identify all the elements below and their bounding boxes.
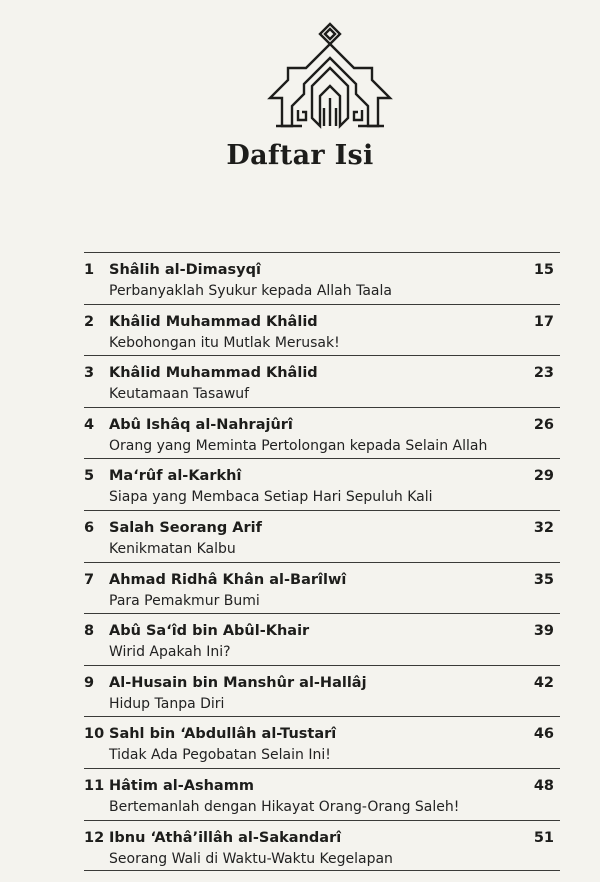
entry-subtitle: Keutamaan Tasawuf <box>109 386 250 403</box>
entry-number: 11 <box>84 777 105 794</box>
entry-page: 29 <box>533 468 554 485</box>
toc-list <box>84 252 560 871</box>
entry-name: Sahl bin ‘Abdullâh al-Tustarî <box>109 726 337 743</box>
entry-number: 12 <box>84 829 105 846</box>
entry-page: 42 <box>533 674 554 691</box>
entry-name: Ma‘rûf al-Karkhî <box>109 468 242 485</box>
entry-page: 35 <box>533 571 554 588</box>
toc-entry <box>84 613 560 665</box>
entry-subtitle: Para Pemakmur Bumi <box>109 592 260 609</box>
toc-entry <box>84 355 560 407</box>
toc-entry <box>84 407 560 459</box>
entry-number: 4 <box>84 416 95 433</box>
entry-page: 23 <box>533 365 554 382</box>
entry-name: Salah Seorang Arif <box>109 519 262 536</box>
entry-number: 10 <box>84 726 105 743</box>
entry-page: 32 <box>533 519 554 536</box>
entry-number: 9 <box>84 674 95 691</box>
entry-page: 15 <box>533 262 554 278</box>
entry-subtitle: Hidup Tanpa Diri <box>109 695 225 712</box>
entry-subtitle: Seorang Wali di Waktu-Waktu Kegelapan <box>109 850 393 867</box>
toc-entry <box>84 458 560 510</box>
entry-page: 17 <box>533 313 554 330</box>
entry-name: Abû Ishâq al-Nahrajûrî <box>109 416 293 433</box>
entry-subtitle: Tidak Ada Pegobatan Selain Ini! <box>109 747 331 764</box>
entry-number: 1 <box>84 262 95 278</box>
entry-name: Khâlid Muhammad Khâlid <box>109 365 318 382</box>
toc-entry <box>84 510 560 562</box>
entry-subtitle: Orang yang Meminta Pertolongan kepada Selain Allah <box>109 437 488 454</box>
entry-number: 7 <box>84 571 95 588</box>
entry-subtitle: Wirid Apakah Ini? <box>109 644 231 661</box>
entry-name: Ahmad Ridhâ Khân al-Barîlwî <box>109 571 347 588</box>
entry-page: 46 <box>533 726 554 743</box>
toc-entry <box>84 820 560 872</box>
entry-name: Hâtim al-Ashamm <box>109 777 254 794</box>
entry-page: 51 <box>533 829 554 846</box>
toc-entry <box>84 304 560 356</box>
entry-subtitle: Kebohongan itu Mutlak Merusak! <box>109 334 340 351</box>
toc-entry <box>84 768 560 820</box>
entry-name: Ibnu ‘Athâ’illâh al-Sakandarî <box>109 829 342 846</box>
entry-subtitle: Siapa yang Membaca Setiap Hari Sepuluh Kali <box>109 489 433 506</box>
entry-number: 6 <box>84 519 95 536</box>
entry-number: 8 <box>84 623 95 640</box>
toc-entry <box>84 252 560 304</box>
ornament-icon <box>262 22 398 130</box>
toc-entry <box>84 665 560 717</box>
page-title: Daftar Isi <box>226 140 374 171</box>
entry-name: Khâlid Muhammad Khâlid <box>109 313 318 330</box>
entry-page: 26 <box>533 416 554 433</box>
entry-name: Abû Sa‘îd bin Abûl-Khair <box>109 623 310 640</box>
entry-number: 2 <box>84 313 95 330</box>
entry-number: 3 <box>84 365 95 382</box>
entry-page: 48 <box>533 777 554 794</box>
toc-entry <box>84 716 560 768</box>
entry-name: Shâlih al-Dimasyqî <box>109 262 261 278</box>
entry-name: Al-Husain bin Manshûr al-Hallâj <box>109 674 367 691</box>
entry-subtitle: Perbanyaklah Syukur kepada Allah Taala <box>109 283 392 299</box>
entry-number: 5 <box>84 468 95 485</box>
entry-subtitle: Kenikmatan Kalbu <box>109 540 236 557</box>
toc-entry <box>84 562 560 614</box>
entry-page: 39 <box>533 623 554 640</box>
entry-subtitle: Bertemanlah dengan Hikayat Orang-Orang Saleh! <box>109 798 460 815</box>
